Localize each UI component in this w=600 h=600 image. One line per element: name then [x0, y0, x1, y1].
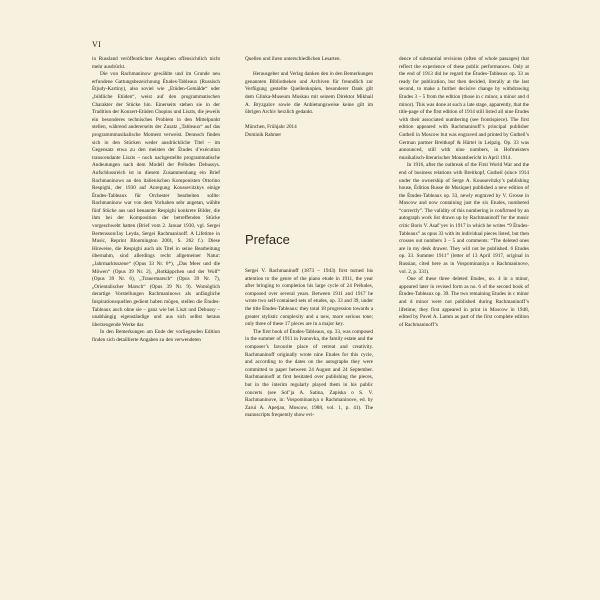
- paragraph: The first book of Études-Tableaux, op. 33, was composed in the summer of 1911 in Ivanovka, the family estate and the composer’s favourite place of retreat and creativity. Rachmaninoff originally wrote nine Etudes for this cycle, and according to the dates on the autographs they were committed to paper between 24 August and 24 September. Rachmaninoff at first hesitated over publishing the pieces, but in the interim regularly played them in his public concerts (see Sof’ja A. Satina, Zapiska o S. V. Rachmaninove, in: Vospominaniya o Rachmaninove, ed. by Zarui A. Apetjan, Moscow, 1988, vol. 1, p. 41). The manuscripts frequently show evi-: [245, 328, 373, 419]
- middle-column-english-text: [245, 268, 373, 420]
- paragraph: dence of substantial revisions (often of whole passages) that reflect the experience of these public performances. Only at the end of 1913 did he regard the Études-Tableaux op. 33 as ready for publication, but then decided, literally at the last second, to make a further decisive change by withdrawing Etudes 3 – 5 from the edition (those in c minor, a minor and d minor). This was done at such a late stage, apparently, that the title-page of the first edition of 1914 still listed all nine Etudes with their associated numbering (see frontispiece). The first edition appeared with Rachmaninoff’s principal publisher Gutheil in Moscow but was engraved and printed by Gutheil’s German partner Breitkopf & Härtel in Leipzig. Op. 33 was announced, still with nine numbers, in Hofmeisters musikalisch-literarischer Monatsbericht in April 1914.: [399, 56, 529, 161]
- paragraph: Sergei V. Rachmaninoff (1873 – 1943) first turned his attention to the genre of the piano etude in 1911, the year after bringing to completion his large cycle of 24 Préludes, composed over several years. Between 1911 and 1917 he wrote two self-contained sets of etudes, op. 33 and 39, under the title Études-Tableaux: they total 18 progression towards a greater stylistic complexity and a new, more serious tone; only three of these 17 pieces are in a major key.: [245, 268, 373, 328]
- paragraph: Herausgeber und Verlag danken den in den Bemerkungen genannten Bibliotheken und Archiven für freundlich zur Verfügung gestellte Quellenkopien, besonderer Dank gilt dem Glinka-Museum Moskau mit seinem Direktor Mikhail A. Bryzgalov sowie die Anbietungsweise keine gilt im übrigen Archiv herzlich gedankt.: [245, 71, 373, 116]
- right-column-english-text: [399, 56, 529, 329]
- paragraph: One of these three deleted Etudes, no. 4 in a minor, appeared later in revised form as no. 6 of the second book of Études-Tableaux op. 39. The two remaining Etudes in c minor and d minor were not published during Rachmaninoff’s lifetime; they first appeared in print in Moscow in 1948, edited by Pavel A. Lamm as part of the first complete edition of Rachmaninoff’s: [399, 276, 529, 328]
- section-heading-preface: Preface: [245, 232, 290, 247]
- paragraph: In 1916, after the outbreak of the First World War and the end of business relations with Breitkopf, Gutheil (since 1914 under the ownership of Serge A. Koussevitzky’s publishing house, Édition Russe de Musique) published a new edition of the Études-Tableaux op. 33, newly engraved by V. Grosse in Moscow and now containing just the six Etudes, numbered “correctly”. The validity of this numbering is confirmed by an autograph work list drawn up by Rachmaninoff for the music critic Boris V. Asaf’yev in 1917 in which he writes “9 Études-Tableaux” as opus 33 with its individual pieces listed, but then crosses out numbers 3 – 5 and comments: “The deleted ones are in my desk drawer. They will not be published. 6 Etudes op. 33. Summer 1911” (letter of 13 April 1917, original in Russian, cited here as in Vospominaniya o Rachmaninove, vol. 2, p. 331).: [399, 162, 529, 275]
- signature-block: München, Frühjahr 2014 Dominik Rahmer: [245, 124, 297, 138]
- paragraph: in Russland veröffentlichter Ausgaben offensichtlich nicht mehr ausdrückt.: [92, 56, 220, 70]
- paragraph: In den Bemerkungen am Ende der vorliegenden Edition finden sich detaillierte Angaben zu den verwendeten: [92, 329, 220, 343]
- paragraph: Quellen und ihren unterschiedlichen Lesarten.: [245, 56, 341, 62]
- paragraph: Die von Rachmaninow gewählte und im Grunde neu erfundene Gattungsbezeichnung Études-Tableaux (Russisch Étjudy-Kartiny), also soviel wie „Etüden-Gemälde“ oder „bildliche Etüden“, weist auf den programmatischen Charakter der Stücke hin. Einerseits stehen sie in der Tradition der Konzert-Etüden Chopins und Liszts, die jeweils ein besonderes technisches Problem in den Mittelpunkt stellen, während andererseits der Zusatz „Tableaux“ auf das programmmusikalische Moment verweist. Dennoch finden sich in den Stücken weder ausdrückliche Titel – im Gegensatz etwa zu den meisten der Études d’exécution transcendante Liszts – noch nachgestellte programmatische Andeutungen nach dem Modell der Préludes Debussys. Aufschlussreich ist in diesem Zusammenhang ein Brief Rachmaninows an den italienischen Komponisten Ottorino Respighi, der 1930 auf Anregung Koussevitzkys einige Études-Tableaux für Orchester bearbeiten sollte: Rachmaninow war von dem Vorhaben sehr angetan, wählte fünf Stücke aus und benannte Respighi konkrete Bilder, die ihm bei der Komposition der betreffenden Stücke vorgeschwebt hatten (Brief vom 2. Januar 1930, vgl. Sergei Bertensson/Jay Leyda, Sergei Rachmaninoff. A Lifetime in Music, Reprint Bloomington 2001, S. 262 f.). Diese Hinweise, die Respighi auch als Titel in seine Bearbeitung übernahm, sind allerdings recht allgemeiner Natur: „Jahrmarktsszene“ (Opus 33 Nr. 6*), „Das Meer und die Möwen“ (Opus 39 Nr. 2), „Rotkäppchen und der Wolf“ (Opus 39 Nr. 6), „Trauermarsch“ (Opus 39 Nr. 7), „Orientalischer Marsch“ (Opus 39 Nr. 9). Womöglich derartige Vorstellungen Rachmaninows als anfängliche Inspirationsquellen gedient haben mögen, stellen die Études-Tableaux auch ohne sie – ganz wie bei Liszt und Debussy – unabhängig eigenständige und aus sich selbst heraus überzeugende Werke dar.: [92, 71, 220, 328]
- page-number: VI: [92, 40, 102, 49]
- left-column-german-text: [92, 56, 220, 345]
- middle-column-german-text: [245, 56, 373, 140]
